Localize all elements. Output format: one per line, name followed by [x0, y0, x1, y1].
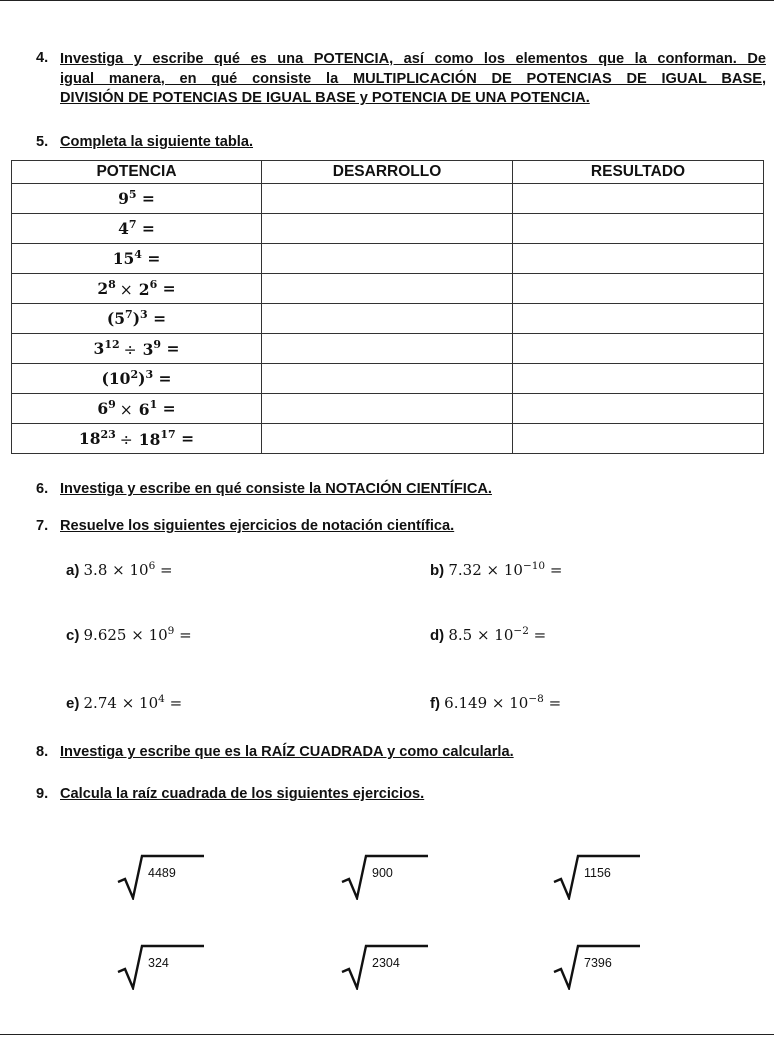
question-7-text: Resuelve los siguientes ejercicios de notación científica. [60, 518, 455, 534]
radicand: 1156 [584, 866, 611, 880]
square-root-exercise [116, 852, 206, 900]
radicand: 7396 [584, 956, 612, 970]
question-6 [36, 481, 492, 497]
second-base: 18 [138, 429, 161, 449]
power-exponent: 6 [148, 560, 156, 572]
question-4-line-2: igual manera, en qué consiste la MULTIPLICACIÓN DE POTENCIAS DE IGUAL BASE, [60, 70, 766, 87]
base: 9 [118, 189, 129, 209]
desarrollo-cell[interactable] [262, 244, 513, 274]
table-row [12, 304, 764, 334]
desarrollo-cell[interactable] [262, 184, 513, 214]
desarrollo-cell[interactable] [262, 334, 513, 364]
exponent: 9 [108, 398, 116, 412]
operator: ÷ [119, 430, 133, 449]
power-expression: $(5^7)^3$ = [12, 304, 262, 334]
base: 18 [78, 429, 101, 449]
mantissa: 3.8 [83, 561, 108, 579]
resultado-cell[interactable] [513, 334, 764, 364]
base: 5 [114, 309, 126, 329]
operator: ÷ [123, 340, 137, 359]
exercise-label: c) [66, 627, 80, 644]
desarrollo-cell[interactable] [262, 364, 513, 394]
second-exponent: 9 [153, 338, 162, 352]
table-row [12, 274, 764, 304]
bottom-border [0, 1034, 774, 1035]
question-5 [36, 134, 253, 150]
mantissa: 7.32 [448, 561, 482, 579]
exponent: 23 [100, 428, 116, 442]
second-exponent: 1 [149, 398, 158, 412]
square-root-exercise [116, 942, 206, 990]
exercise-e [66, 693, 182, 712]
question-8 [36, 744, 514, 760]
question-6-number: 6. [36, 481, 49, 497]
operator: × [119, 400, 133, 419]
exponent: 7 [125, 308, 133, 322]
power-expression: $15^4$ = [12, 244, 262, 274]
question-5-number: 5. [36, 134, 49, 150]
resultado-cell[interactable] [513, 424, 764, 454]
outer-exponent: 3 [140, 308, 148, 322]
exercise-expression: $2.74 \times 10^4$ = [83, 693, 183, 712]
radicand: 4489 [148, 866, 176, 880]
exercise-expression: $9.625 \times 10^9$ = [83, 625, 192, 644]
resultado-cell[interactable] [513, 274, 764, 304]
power-exponent: −8 [528, 693, 544, 705]
radicand: 900 [372, 866, 393, 880]
powers-table [11, 160, 764, 454]
table-row [12, 334, 764, 364]
mantissa: 6.149 [444, 694, 488, 712]
second-base: 3 [142, 339, 154, 359]
second-base: 6 [138, 399, 150, 419]
operator: × [119, 280, 133, 299]
exercise-b [430, 560, 562, 579]
radicand: 2304 [372, 956, 400, 970]
base: 3 [93, 339, 105, 359]
resultado-cell[interactable] [513, 184, 764, 214]
power-expression: $9^5$ = [12, 184, 262, 214]
base: 2 [97, 279, 109, 299]
radicand: 324 [148, 956, 169, 970]
table-row [12, 394, 764, 424]
power-expression: $2^8 \times 2^6$ = [12, 274, 262, 304]
exercise-expression: $6.149 \times 10^{-8}$ = [444, 693, 562, 712]
exponent: 12 [104, 338, 120, 352]
question-8-number: 8. [36, 744, 49, 760]
header-resultado: RESULTADO [513, 161, 764, 184]
base: 4 [118, 219, 129, 239]
exponent: 8 [108, 278, 116, 292]
square-root-exercise [552, 942, 642, 990]
second-exponent: 6 [149, 278, 158, 292]
question-9-number: 9. [36, 786, 49, 802]
question-4-line-1: Investiga y escribe qué es una POTENCIA, así como los elementos que la conforman. De [60, 51, 766, 67]
exercise-label: b) [430, 562, 445, 579]
second-base: 2 [138, 279, 150, 299]
second-exponent: 17 [160, 428, 176, 442]
table-row [12, 244, 764, 274]
exercise-expression: $8.5 \times 10^{-2}$ = [448, 625, 547, 644]
exponent: 2 [130, 368, 139, 382]
power-expression: $(10^2)^3$ = [12, 364, 262, 394]
exponent: 4 [134, 248, 142, 262]
exercise-expression: $7.32 \times 10^{-10}$ = [448, 560, 563, 579]
exponent: 7 [128, 218, 137, 232]
question-6-text: Investiga y escribe en qué consiste la NOTACIÓN CIENTÍFICA. [60, 481, 492, 497]
question-9-text: Calcula la raíz cuadrada de los siguientes ejercicios. [60, 786, 425, 802]
exercise-expression: $3.8 \times 10^6$ = [83, 560, 173, 579]
exercise-a [66, 560, 173, 579]
desarrollo-cell[interactable] [262, 424, 513, 454]
power-exponent: −10 [522, 560, 546, 572]
resultado-cell[interactable] [513, 364, 764, 394]
table-row [12, 424, 764, 454]
resultado-cell[interactable] [513, 394, 764, 424]
table-row [12, 364, 764, 394]
desarrollo-cell[interactable] [262, 214, 513, 244]
mantissa: 9.625 [83, 626, 127, 644]
square-root-exercise [340, 942, 430, 990]
question-4-line-3: DIVISIÓN DE POTENCIAS DE IGUAL BASE y POTENCIA DE UNA POTENCIA. [60, 90, 590, 106]
power-exponent: 4 [158, 693, 165, 705]
header-desarrollo: DESARROLLO [262, 161, 513, 184]
square-root-exercise [340, 852, 430, 900]
exercise-label: e) [66, 695, 80, 712]
power-expression: $3^{12} \div 3^9$ = [12, 334, 262, 364]
question-8-text: Investiga y escribe que es la RAÍZ CUADRADA y como calcularla. [60, 744, 514, 760]
desarrollo-cell[interactable] [262, 304, 513, 334]
resultado-cell[interactable] [513, 244, 764, 274]
question-7-number: 7. [36, 518, 49, 534]
exercise-c [66, 625, 192, 644]
question-9 [36, 786, 424, 802]
exercise-f [430, 693, 561, 712]
exercise-d [430, 625, 546, 644]
question-4-number: 4. [36, 50, 49, 66]
question-7 [36, 518, 454, 534]
mantissa: 8.5 [448, 626, 473, 644]
base: 6 [97, 399, 109, 419]
desarrollo-cell[interactable] [262, 394, 513, 424]
header-potencia: POTENCIA [12, 161, 262, 184]
table-row [12, 214, 764, 244]
outer-exponent: 3 [145, 368, 154, 382]
exercise-label: f) [430, 695, 440, 712]
base: 10 [108, 369, 131, 389]
exercise-label: d) [430, 627, 445, 644]
power-expression: $6^9 \times 6^1$ = [12, 394, 262, 424]
exercise-label: a) [66, 562, 80, 579]
desarrollo-cell[interactable] [262, 274, 513, 304]
power-exponent: 9 [167, 625, 175, 637]
resultado-cell[interactable] [513, 214, 764, 244]
question-4 [36, 50, 766, 109]
exponent: 5 [128, 188, 137, 202]
square-root-exercise [552, 852, 642, 900]
power-expression: $18^{23} \div 18^{17}$ = [12, 424, 262, 454]
resultado-cell[interactable] [513, 304, 764, 334]
mantissa: 2.74 [83, 694, 117, 712]
table-row [12, 184, 764, 214]
top-border [0, 0, 774, 1]
base: 15 [112, 249, 135, 269]
question-5-text: Completa la siguiente tabla. [60, 134, 254, 150]
power-exponent: −2 [513, 625, 529, 637]
power-expression: $4^7$ = [12, 214, 262, 244]
